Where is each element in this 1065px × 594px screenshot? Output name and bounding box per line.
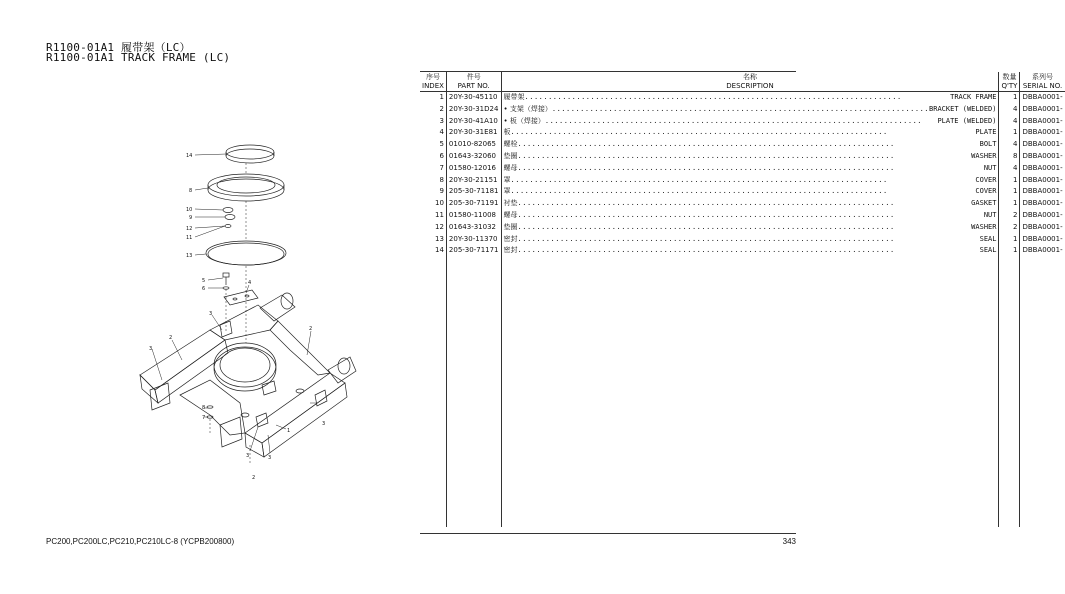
row-desc-en: GASKET [971, 199, 997, 208]
row-description [501, 245, 999, 257]
row-description [501, 92, 999, 104]
table-row [420, 210, 1065, 222]
col-index-zh: 序号 [425, 73, 440, 81]
bolt-5 [223, 273, 229, 289]
row-desc-en: WASHER [971, 222, 997, 231]
track-frame-body [140, 293, 356, 457]
row-desc-leader: ................................................................................ [551, 104, 930, 113]
table-row [420, 163, 1065, 175]
callout-2a: 2 [169, 335, 173, 341]
parts-list-table [420, 72, 1065, 527]
row-serial: DBBA0001- [1020, 222, 1065, 234]
callout-12: 12 [186, 226, 193, 232]
col-qty-zh: 数量 [999, 72, 1020, 82]
exploded-view-diagram [150, 135, 410, 480]
row-desc-leader: ................................................................................ [517, 140, 895, 149]
page-title-en: R1100-01A1 TRACK FRAME (LC) [46, 51, 231, 64]
row-desc-leader: ................................................................................ [517, 210, 895, 219]
row-index: 2 [439, 104, 444, 113]
row-desc-zh: 螺母 [503, 163, 518, 172]
table-row [420, 127, 1065, 139]
row-serial: DBBA0001- [1020, 104, 1065, 116]
row-qty: 4 [999, 116, 1020, 128]
page-title-zh: R1100-01A1 履带架（LC） [46, 41, 191, 54]
row-index: 5 [439, 140, 444, 149]
row-qty: 2 [999, 210, 1020, 222]
col-partno-zh: 件号 [446, 72, 501, 82]
row-desc-zh: 板 [503, 128, 511, 137]
row-desc-leader: ................................................................................ [524, 93, 902, 101]
row-desc-zh: 密封 [503, 246, 518, 255]
callout-3c: 3 [322, 421, 326, 427]
row-part-no: 01643-31032 [446, 222, 501, 234]
callout-7: 7 [202, 415, 206, 421]
row-part-no: 20Y-30-31D24 [446, 104, 501, 116]
row-serial: DBBA0001- [1020, 210, 1065, 222]
row-part-no: 205-30-71171 [446, 245, 501, 257]
row-desc-en: SEAL [979, 234, 997, 243]
row-part-no: 20Y-30-45110 [446, 92, 501, 104]
row-desc-zh: 螺母 [503, 210, 518, 219]
row-desc-leader: ................................................................................ [517, 199, 895, 208]
row-qty: 1 [999, 92, 1020, 104]
row-qty: 4 [999, 163, 1020, 175]
callout-2c: 2 [252, 475, 256, 481]
callout-9: 9 [189, 215, 193, 221]
row-serial: DBBA0001- [1020, 198, 1065, 210]
row-desc-leader: ................................................................................ [517, 151, 895, 160]
row-qty: 1 [999, 175, 1020, 187]
row-serial: DBBA0001- [1020, 116, 1065, 128]
row-description [501, 104, 999, 116]
row-desc-en: WASHER [971, 151, 997, 160]
table-filler-row [420, 257, 1065, 527]
row-qty: 1 [999, 198, 1020, 210]
row-qty: 1 [999, 186, 1020, 198]
row-desc-zh: • 板（焊接） [503, 116, 545, 125]
row-serial: DBBA0001- [1020, 234, 1065, 246]
row-description [501, 210, 999, 222]
row-index: 6 [439, 151, 444, 160]
row-index: 1 [439, 93, 444, 101]
row-desc-en: NUT [983, 210, 997, 219]
row-description [501, 186, 999, 198]
empty-cell [1020, 257, 1065, 527]
row-desc-zh: 螺栓 [503, 140, 518, 149]
callout-1: 1 [287, 428, 291, 434]
row-desc-zh: 罩 [503, 187, 511, 196]
empty-cell [501, 257, 999, 527]
col-desc-zh: 名称 [501, 72, 999, 82]
row-part-no: 01010-82065 [446, 139, 501, 151]
row-part-no: 205-30-71191 [446, 198, 501, 210]
table-row [420, 222, 1065, 234]
row-desc-zh: 垫圈 [503, 222, 518, 231]
callout-3e: 3 [268, 455, 272, 461]
callout-3a: 3 [209, 311, 213, 317]
row-serial: DBBA0001- [1020, 245, 1065, 257]
col-serial-en: SERIAL NO. [1020, 82, 1065, 92]
row-desc-zh: 衬垫 [503, 199, 518, 208]
row-desc-zh: 垫圈 [503, 151, 518, 160]
row-part-no: 01643-32060 [446, 151, 501, 163]
callout-8: 8 [189, 188, 193, 194]
callout-11: 11 [186, 235, 193, 241]
row-index: 8 [439, 175, 444, 184]
table-row [420, 245, 1065, 257]
table-row [420, 92, 1065, 104]
row-part-no: 20Y-30-31E81 [446, 127, 501, 139]
row-description [501, 234, 999, 246]
callout-2b: 2 [309, 326, 313, 332]
row-qty: 1 [999, 245, 1020, 257]
row-desc-zh: • 支架（焊接） [503, 104, 552, 113]
col-index-en: INDEX [420, 82, 446, 92]
footer-models: PC200,PC200LC,PC210,PC210LC-8 (YCPB200800) [46, 537, 235, 546]
row-desc-en: NUT [983, 163, 997, 172]
row-part-no: 205-30-71181 [446, 186, 501, 198]
table-bottom-rule [420, 533, 796, 534]
table-row [420, 104, 1065, 116]
row-description [501, 116, 999, 128]
callout-4: 4 [248, 280, 252, 286]
seal-ring-14 [226, 145, 274, 163]
row-serial: DBBA0001- [1020, 175, 1065, 187]
page-number: 343 [782, 537, 796, 546]
bolt-group-7-8 [207, 406, 213, 418]
callout-10: 10 [186, 207, 193, 213]
row-serial: DBBA0001- [1020, 139, 1065, 151]
row-part-no: 01580-11008 [446, 210, 501, 222]
row-qty: 8 [999, 151, 1020, 163]
callout-3b: 3 [149, 346, 153, 352]
row-desc-leader: ................................................................................ [544, 116, 923, 125]
row-part-no: 20Y-30-21151 [446, 175, 501, 187]
col-serial-zh: 系列号 [1020, 72, 1065, 82]
row-desc-en: BRACKET (WELDED) [929, 104, 997, 113]
row-index: 9 [439, 187, 444, 196]
row-qty: 4 [999, 139, 1020, 151]
empty-cell [420, 257, 446, 527]
empty-cell [999, 257, 1020, 527]
table-row [420, 175, 1065, 187]
row-desc-leader: ................................................................................ [517, 234, 895, 243]
row-desc-leader: ................................................................................ [517, 222, 895, 231]
row-desc-zh: 履带架 [503, 93, 525, 101]
callout-14: 14 [186, 153, 193, 159]
callout-8b: 8 [202, 405, 206, 411]
row-index: 11 [435, 210, 444, 219]
table-row [420, 139, 1065, 151]
col-partno-en: PART NO. [446, 82, 501, 92]
row-description [501, 163, 999, 175]
row-serial: DBBA0001- [1020, 163, 1065, 175]
row-desc-en: PLATE (WELDED) [937, 116, 997, 125]
row-index: 4 [439, 128, 444, 137]
row-desc-zh: 罩 [503, 175, 511, 184]
row-desc-zh: 密封 [503, 234, 518, 243]
col-qty-en: Q'TY [999, 82, 1020, 92]
row-description [501, 175, 999, 187]
col-desc-en: DESCRIPTION [501, 82, 999, 92]
table-row [420, 234, 1065, 246]
row-part-no: 01580-12016 [446, 163, 501, 175]
row-index: 14 [435, 246, 444, 255]
row-serial: DBBA0001- [1020, 151, 1065, 163]
row-desc-en: COVER [975, 175, 997, 184]
row-desc-en: TRACK FRAME [950, 93, 997, 101]
row-qty: 1 [999, 127, 1020, 139]
row-description [501, 151, 999, 163]
row-desc-leader: ................................................................................ [517, 163, 895, 172]
table-row [420, 198, 1065, 210]
row-qty: 4 [999, 104, 1020, 116]
plate-4 [224, 290, 258, 305]
row-desc-en: SEAL [979, 246, 997, 255]
row-description [501, 222, 999, 234]
row-desc-en: BOLT [979, 140, 997, 149]
callout-5: 5 [202, 278, 206, 284]
row-serial: DBBA0001- [1020, 127, 1065, 139]
cover-8 [208, 174, 284, 201]
callout-6: 6 [202, 286, 206, 292]
row-desc-leader: ................................................................................ [510, 175, 888, 184]
row-qty: 1 [999, 234, 1020, 246]
table-row [420, 186, 1065, 198]
row-desc-leader: ................................................................................ [510, 128, 888, 137]
row-desc-en: PLATE [975, 128, 997, 137]
row-desc-leader: ................................................................................ [510, 187, 888, 196]
row-index: 10 [435, 199, 444, 208]
row-serial: DBBA0001- [1020, 92, 1065, 104]
row-index: 7 [439, 163, 444, 172]
row-part-no: 20Y-30-41A10 [446, 116, 501, 128]
row-index: 13 [435, 234, 444, 243]
callout-13: 13 [186, 253, 193, 259]
row-index: 3 [439, 116, 444, 125]
empty-cell [446, 257, 501, 527]
table-row [420, 151, 1065, 163]
row-desc-leader: ................................................................................ [517, 246, 895, 255]
row-description [501, 139, 999, 151]
row-desc-en: COVER [975, 187, 997, 196]
row-description [501, 127, 999, 139]
callout-3d: 3 [246, 453, 250, 459]
row-qty: 2 [999, 222, 1020, 234]
seal-13 [206, 241, 286, 265]
row-index: 12 [435, 222, 444, 231]
row-description [501, 198, 999, 210]
table-row [420, 116, 1065, 128]
row-part-no: 20Y-30-11370 [446, 234, 501, 246]
row-serial: DBBA0001- [1020, 186, 1065, 198]
small-parts-9-10-11 [223, 208, 235, 228]
